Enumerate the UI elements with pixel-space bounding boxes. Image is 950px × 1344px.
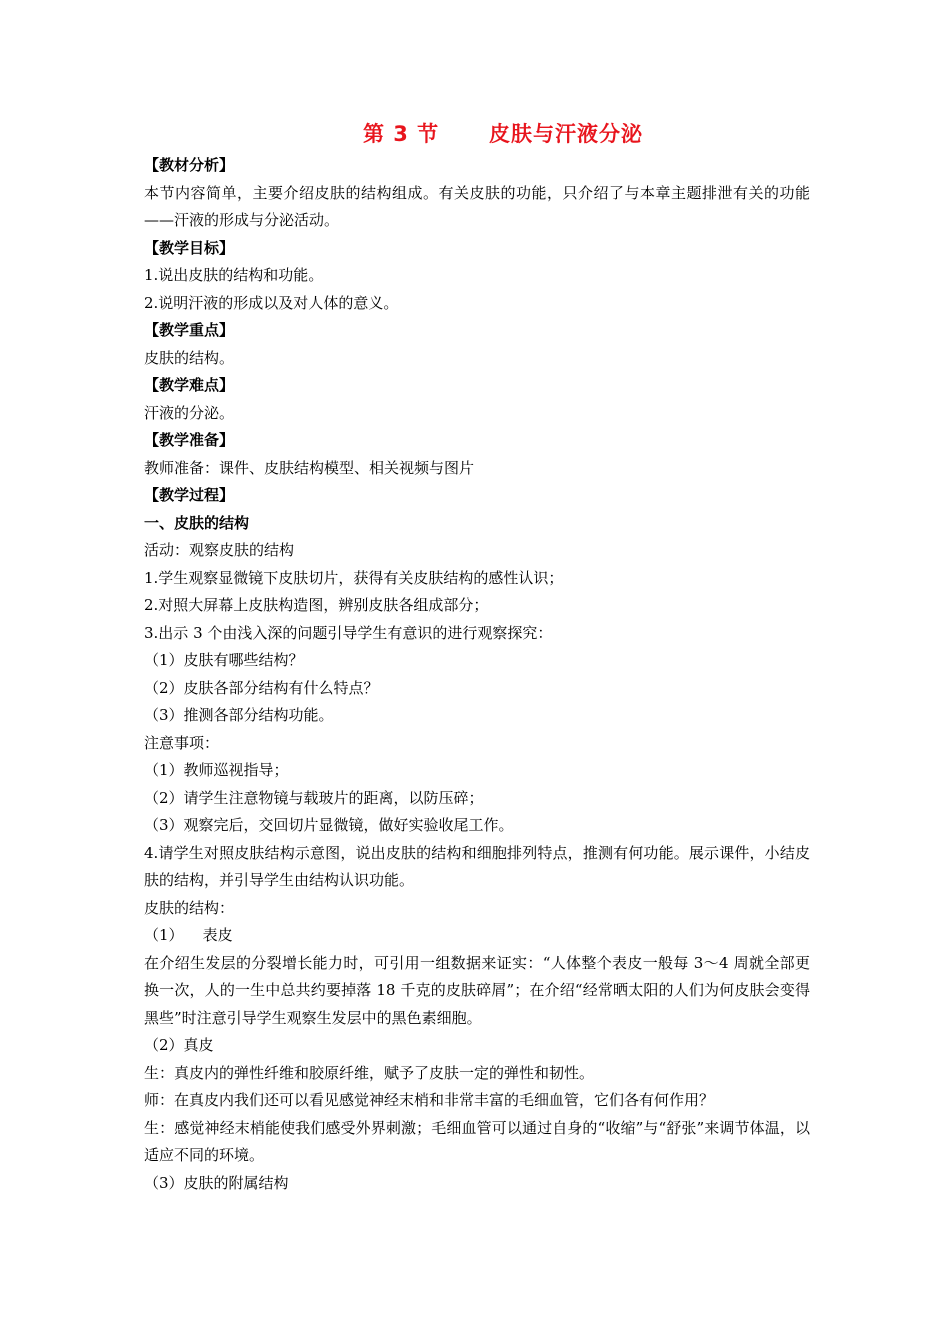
step-item: 1.学生观察显微镜下皮肤切片，获得有关皮肤结构的感性认识； [144, 568, 564, 587]
step-item: 3.出示 3 个由浅入深的问题引导学生有意识的进行观察探究： [144, 623, 553, 642]
prep-heading: 【教学准备】 [144, 431, 235, 449]
dermis-heading: （2）真皮 [144, 1036, 214, 1054]
note-item: （2）请学生注意物镜与载玻片的距离，以防压碎； [144, 788, 484, 807]
question-item: （2）皮肤各部分结构有什么特点？ [144, 678, 379, 697]
question-item: （3）推测各部分结构功能。 [144, 706, 334, 724]
goals-heading: 【教学目标】 [144, 238, 235, 257]
step-item: 2.对照大屏幕上皮肤构造图，辨别皮肤各组成部分； [144, 596, 489, 614]
dermis-line: 生：真皮内的弹性纤维和胶原纤维，赋予了皮肤一定的弹性和韧性。 [144, 1063, 595, 1082]
goal-item: 2.说明汗液的形成以及对人体的意义。 [144, 293, 399, 312]
dermis-line: 师：在真皮内我们还可以看见感觉神经末梢和非常丰富的毛细血管，它们各有何作用？ [144, 1091, 715, 1109]
epidermis-text: 在介绍生发层的分裂增长能力时，可引用一组数据来证实：“人体整个表皮一般每 3～4 周就全部更换一次，人的一生中总共约要掉落 18 千克的皮肤碎屑”；在介绍“经常晒太阳的人们为何皮肤会变得黑些”时注意引导学生观察生发层中的黑色素细胞。 [144, 953, 810, 1027]
goal-item: 1.说出皮肤的结构和功能。 [144, 266, 324, 284]
structure-heading: 皮肤的结构： [144, 898, 235, 917]
analysis-heading: 【教材分析】 [144, 156, 235, 174]
note-item: （3）观察完后，交回切片显微镜，做好实验收尾工作。 [144, 816, 514, 834]
step-4-text: 4.请学生对照皮肤结构示意图，说出皮肤的结构和细胞排列特点，推测有何功能。展示课件，小结皮肤的结构，并引导学生由结构认识功能。 [144, 843, 810, 889]
key-heading: 【教学重点】 [144, 321, 235, 339]
process-heading: 【教学过程】 [144, 486, 235, 504]
analysis-text: 本节内容简单，主要介绍皮肤的结构组成。有关皮肤的功能，只介绍了与本章主题排泄有关的功能——汗液的形成与分泌活动。 [144, 183, 810, 229]
dermis-line: 生：感觉神经末梢能使我们感受外界刺激；毛细血管可以通过自身的“收缩”与“舒张”来调节体温，以适应不同的环境。 [144, 1118, 810, 1164]
prep-text: 教师准备：课件、皮肤结构模型、相关视频与图片 [144, 458, 475, 477]
page-title: 第 3 节 皮肤与汗液分泌 [362, 122, 644, 146]
appendages-heading: （3）皮肤的附属结构 [144, 1173, 289, 1192]
part1-heading: 一、皮肤的结构 [144, 513, 250, 532]
question-item: （1）皮肤有哪些结构？ [144, 651, 304, 669]
epidermis-heading: （1） 表皮 [144, 926, 233, 944]
difficulty-heading: 【教学难点】 [144, 376, 235, 394]
key-text: 皮肤的结构。 [144, 348, 235, 367]
difficulty-text: 汗液的分泌。 [144, 403, 235, 422]
notes-heading: 注意事项： [144, 733, 220, 752]
note-item: （1）教师巡视指导； [144, 761, 289, 779]
document-body [144, 152, 810, 1197]
activity-text: 活动：观察皮肤的结构 [144, 541, 295, 559]
